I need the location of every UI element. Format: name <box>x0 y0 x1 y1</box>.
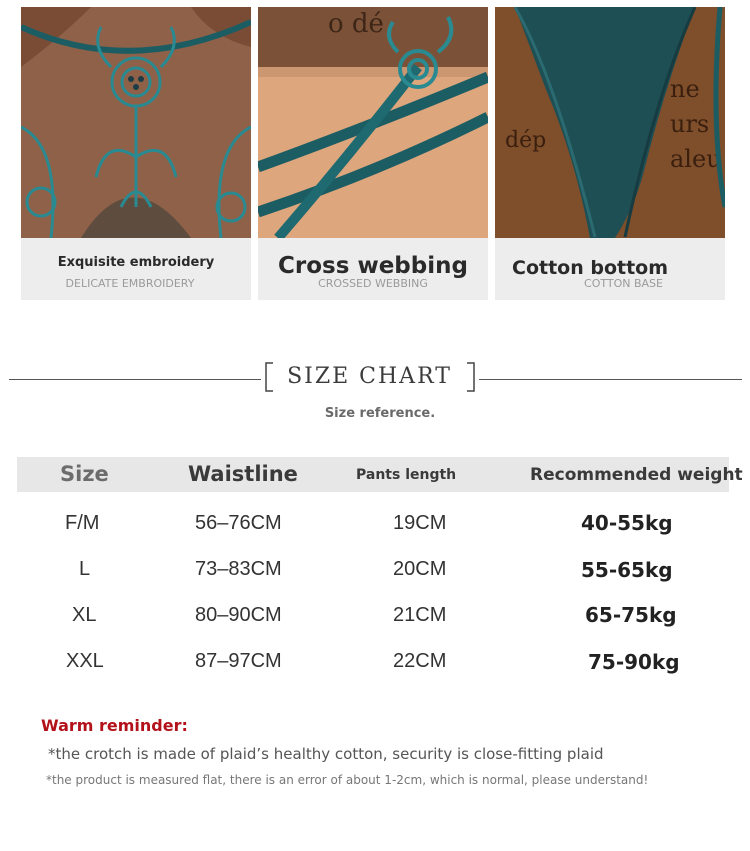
svg-text:dép: dép <box>505 128 547 153</box>
cell-size: F/M <box>65 512 100 534</box>
cell-pants-length: 19CM <box>393 512 447 534</box>
feature-card-cotton <box>495 7 725 300</box>
webbing-photo <box>258 7 488 238</box>
svg-text:aleu: aleu <box>670 145 722 173</box>
cell-waistline: 73–83CM <box>195 558 282 580</box>
feature-subtitle: DELICATE EMBROIDERY <box>65 277 195 290</box>
header-waistline: Waistline <box>188 462 298 486</box>
cell-weight: 65-75kg <box>585 603 677 627</box>
cell-waistline: 56–76CM <box>195 512 282 534</box>
cell-pants-length: 21CM <box>393 604 447 626</box>
cell-waistline: 80–90CM <box>195 604 282 626</box>
feature-subtitle: CROSSED WEBBING <box>318 277 428 290</box>
cell-weight: 40-55kg <box>581 511 673 535</box>
svg-text:urs: urs <box>670 110 710 138</box>
cell-size: XXL <box>66 650 104 672</box>
feature-card-embroidery <box>21 7 251 300</box>
reminder-note-1: *the crotch is made of plaid’s healthy cotton, security is close-fitting plaid <box>48 745 604 763</box>
feature-title: Exquisite embroidery <box>57 255 215 270</box>
header-pants-length: Pants length <box>356 467 457 483</box>
cell-pants-length: 22CM <box>393 650 447 672</box>
feature-card-webbing <box>258 7 488 300</box>
feature-subtitle: COTTON BASE <box>584 277 663 290</box>
svg-text:o dé: o dé <box>328 9 384 39</box>
cell-weight: 75-90kg <box>588 650 680 674</box>
reminder-note-2: *the product is measured flat, there is an error of about 1-2cm, which is normal, please understand! <box>46 773 649 787</box>
cell-size: XL <box>72 604 97 626</box>
embroidery-photo <box>21 7 251 238</box>
divider-left <box>9 379 261 380</box>
cell-waistline: 87–97CM <box>195 650 282 672</box>
divider-right <box>479 379 742 380</box>
header-recommended-weight: Recommended weight <box>530 465 743 485</box>
cell-size: L <box>79 558 91 580</box>
size-reference: Size reference. <box>324 406 436 421</box>
header-size: Size <box>60 462 109 486</box>
cell-weight: 55-65kg <box>581 558 673 582</box>
warm-reminder-title: Warm reminder: <box>41 716 188 735</box>
svg-text:ne: ne <box>670 75 700 103</box>
size-chart-title: SIZE CHART <box>287 364 452 389</box>
feature-title: Cotton bottom <box>512 257 669 279</box>
cotton-photo <box>495 7 725 238</box>
feature-title: Cross webbing <box>278 253 468 279</box>
cell-pants-length: 20CM <box>393 558 447 580</box>
